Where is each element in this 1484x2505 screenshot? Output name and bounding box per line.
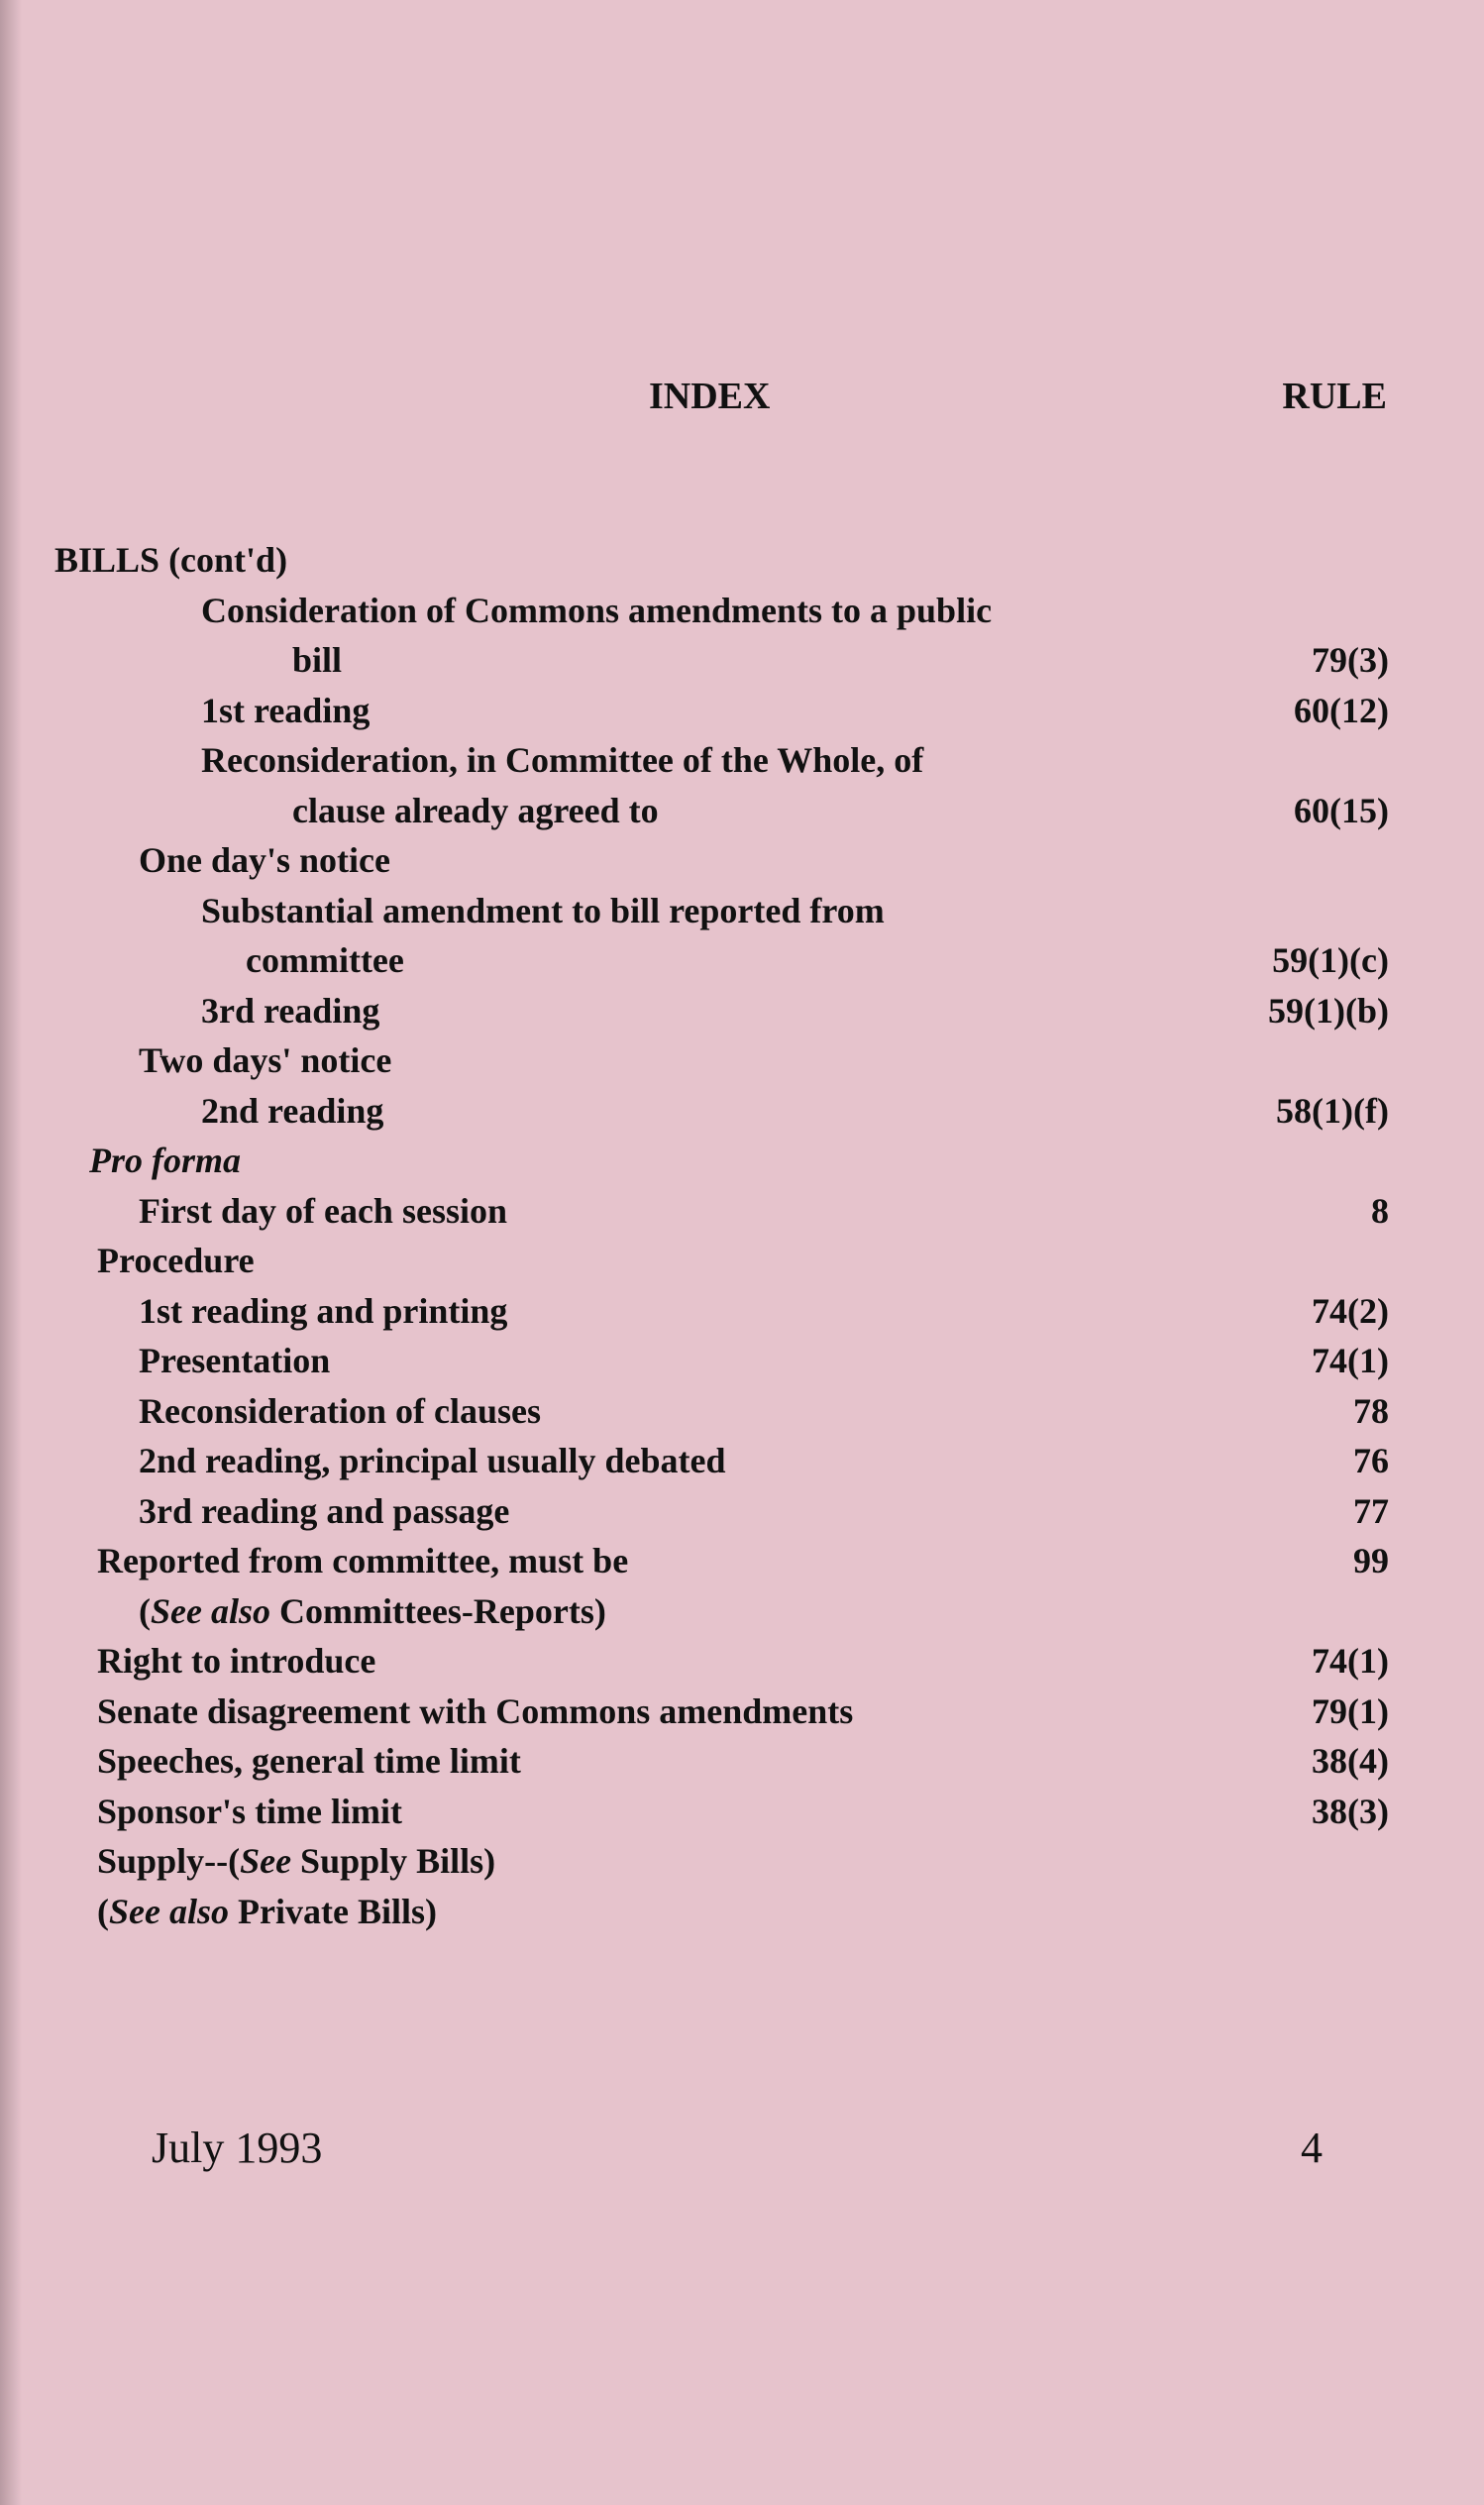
entry-text: Reconsideration of clauses bbox=[139, 1390, 541, 1431]
index-entry bbox=[0, 1136, 1484, 1186]
entry-text: Procedure bbox=[97, 1241, 255, 1280]
entry-text: BILLS (cont'd) bbox=[54, 540, 288, 580]
entry-text: One day's notice bbox=[139, 840, 391, 880]
entry-rule: 76 bbox=[1353, 1441, 1389, 1480]
entry-rule: 60(15) bbox=[1294, 790, 1389, 830]
index-entry bbox=[0, 535, 1484, 586]
index-entry bbox=[0, 1736, 1484, 1787]
entry-rule: 79(1) bbox=[1312, 1690, 1389, 1731]
index-entry bbox=[0, 1236, 1484, 1286]
entry-rule: 59(1)(c) bbox=[1272, 940, 1389, 980]
page-title: INDEX bbox=[649, 376, 771, 417]
index-entry bbox=[0, 786, 1484, 836]
index-entry bbox=[0, 1636, 1484, 1687]
see-reference bbox=[97, 1836, 495, 1887]
entry-text: Reconsideration, in Committee of the Whole, of bbox=[201, 740, 924, 780]
index-entry bbox=[0, 1536, 1484, 1586]
see-label: See also bbox=[151, 1590, 270, 1631]
entry-text: 3rd reading and passage bbox=[139, 1490, 510, 1531]
see-target: Private Bills) bbox=[238, 1891, 437, 1931]
page-header bbox=[0, 375, 1484, 424]
entry-text: Two days' notice bbox=[139, 1040, 392, 1080]
see-prefix: Supply--( bbox=[97, 1841, 241, 1881]
index-entry bbox=[0, 1386, 1484, 1437]
entry-rule: 78 bbox=[1353, 1390, 1389, 1431]
entry-text: Consideration of Commons amendments to a public bbox=[201, 590, 993, 630]
entry-text: committee bbox=[246, 940, 404, 980]
entry-text: Pro forma bbox=[89, 1141, 241, 1180]
entry-text: Presentation bbox=[139, 1341, 331, 1380]
entry-text: bill bbox=[292, 640, 343, 680]
entry-text: Right to introduce bbox=[97, 1641, 376, 1681]
entry-text: First day of each session bbox=[139, 1190, 507, 1231]
index-entries bbox=[0, 535, 1484, 1936]
index-entry bbox=[0, 835, 1484, 886]
index-entry bbox=[0, 1486, 1484, 1537]
index-entry bbox=[0, 586, 1484, 636]
rule-column-heading: RULE bbox=[1282, 376, 1387, 417]
entry-text: 2nd reading, principal usually debated bbox=[139, 1441, 726, 1480]
entry-rule: 79(3) bbox=[1312, 640, 1389, 680]
entry-rule: 74(1) bbox=[1312, 1641, 1389, 1681]
entry-rule: 58(1)(f) bbox=[1276, 1090, 1389, 1131]
entry-rule: 74(2) bbox=[1312, 1290, 1389, 1331]
entry-text: 2nd reading bbox=[201, 1090, 384, 1131]
index-entry bbox=[0, 1035, 1484, 1086]
index-entry bbox=[0, 935, 1484, 986]
see-label: See bbox=[240, 1841, 292, 1881]
see-prefix: ( bbox=[97, 1891, 109, 1931]
index-entry bbox=[0, 1586, 1484, 1637]
entry-rule: 59(1)(b) bbox=[1268, 990, 1389, 1031]
index-entry bbox=[0, 1836, 1484, 1887]
page-number: 4 bbox=[1301, 2124, 1323, 2172]
see-label: See also bbox=[109, 1891, 229, 1931]
index-entry bbox=[0, 1687, 1484, 1737]
see-target: Committees-Reports) bbox=[279, 1590, 606, 1631]
entry-rule: 38(4) bbox=[1312, 1741, 1389, 1781]
entry-text: 3rd reading bbox=[201, 990, 380, 1031]
entry-text: Speeches, general time limit bbox=[97, 1741, 521, 1781]
index-entry bbox=[0, 1336, 1484, 1386]
index-entry bbox=[0, 1436, 1484, 1486]
entry-text: Reported from committee, must be bbox=[97, 1541, 629, 1580]
see-also-reference bbox=[97, 1887, 437, 1937]
footer-date: July 1993 bbox=[152, 2124, 323, 2172]
index-entry bbox=[0, 735, 1484, 786]
entry-rule: 8 bbox=[1371, 1190, 1389, 1231]
entry-rule: 38(3) bbox=[1312, 1791, 1389, 1831]
index-entry bbox=[0, 1787, 1484, 1837]
entry-text: clause already agreed to bbox=[292, 790, 659, 830]
index-entry bbox=[0, 986, 1484, 1036]
index-entry bbox=[0, 1086, 1484, 1137]
entry-text: 1st reading and printing bbox=[139, 1290, 508, 1331]
index-entry bbox=[0, 1286, 1484, 1337]
page-footer bbox=[0, 2123, 1484, 2182]
index-entry bbox=[0, 1186, 1484, 1237]
index-entry bbox=[0, 886, 1484, 936]
see-target: Supply Bills) bbox=[300, 1841, 496, 1881]
entry-rule: 60(12) bbox=[1294, 690, 1389, 730]
index-entry bbox=[0, 1887, 1484, 1937]
see-prefix: ( bbox=[139, 1590, 151, 1631]
entry-text: 1st reading bbox=[201, 690, 371, 730]
see-also-reference bbox=[139, 1586, 606, 1637]
index-entry bbox=[0, 686, 1484, 736]
index-entry bbox=[0, 635, 1484, 686]
entry-text: Sponsor's time limit bbox=[97, 1791, 403, 1831]
entry-rule: 77 bbox=[1353, 1490, 1389, 1531]
entry-rule: 99 bbox=[1353, 1541, 1389, 1580]
entry-text: Substantial amendment to bill reported from bbox=[201, 890, 885, 930]
entry-rule: 74(1) bbox=[1312, 1341, 1389, 1380]
entry-text: Senate disagreement with Commons amendments bbox=[97, 1690, 854, 1731]
